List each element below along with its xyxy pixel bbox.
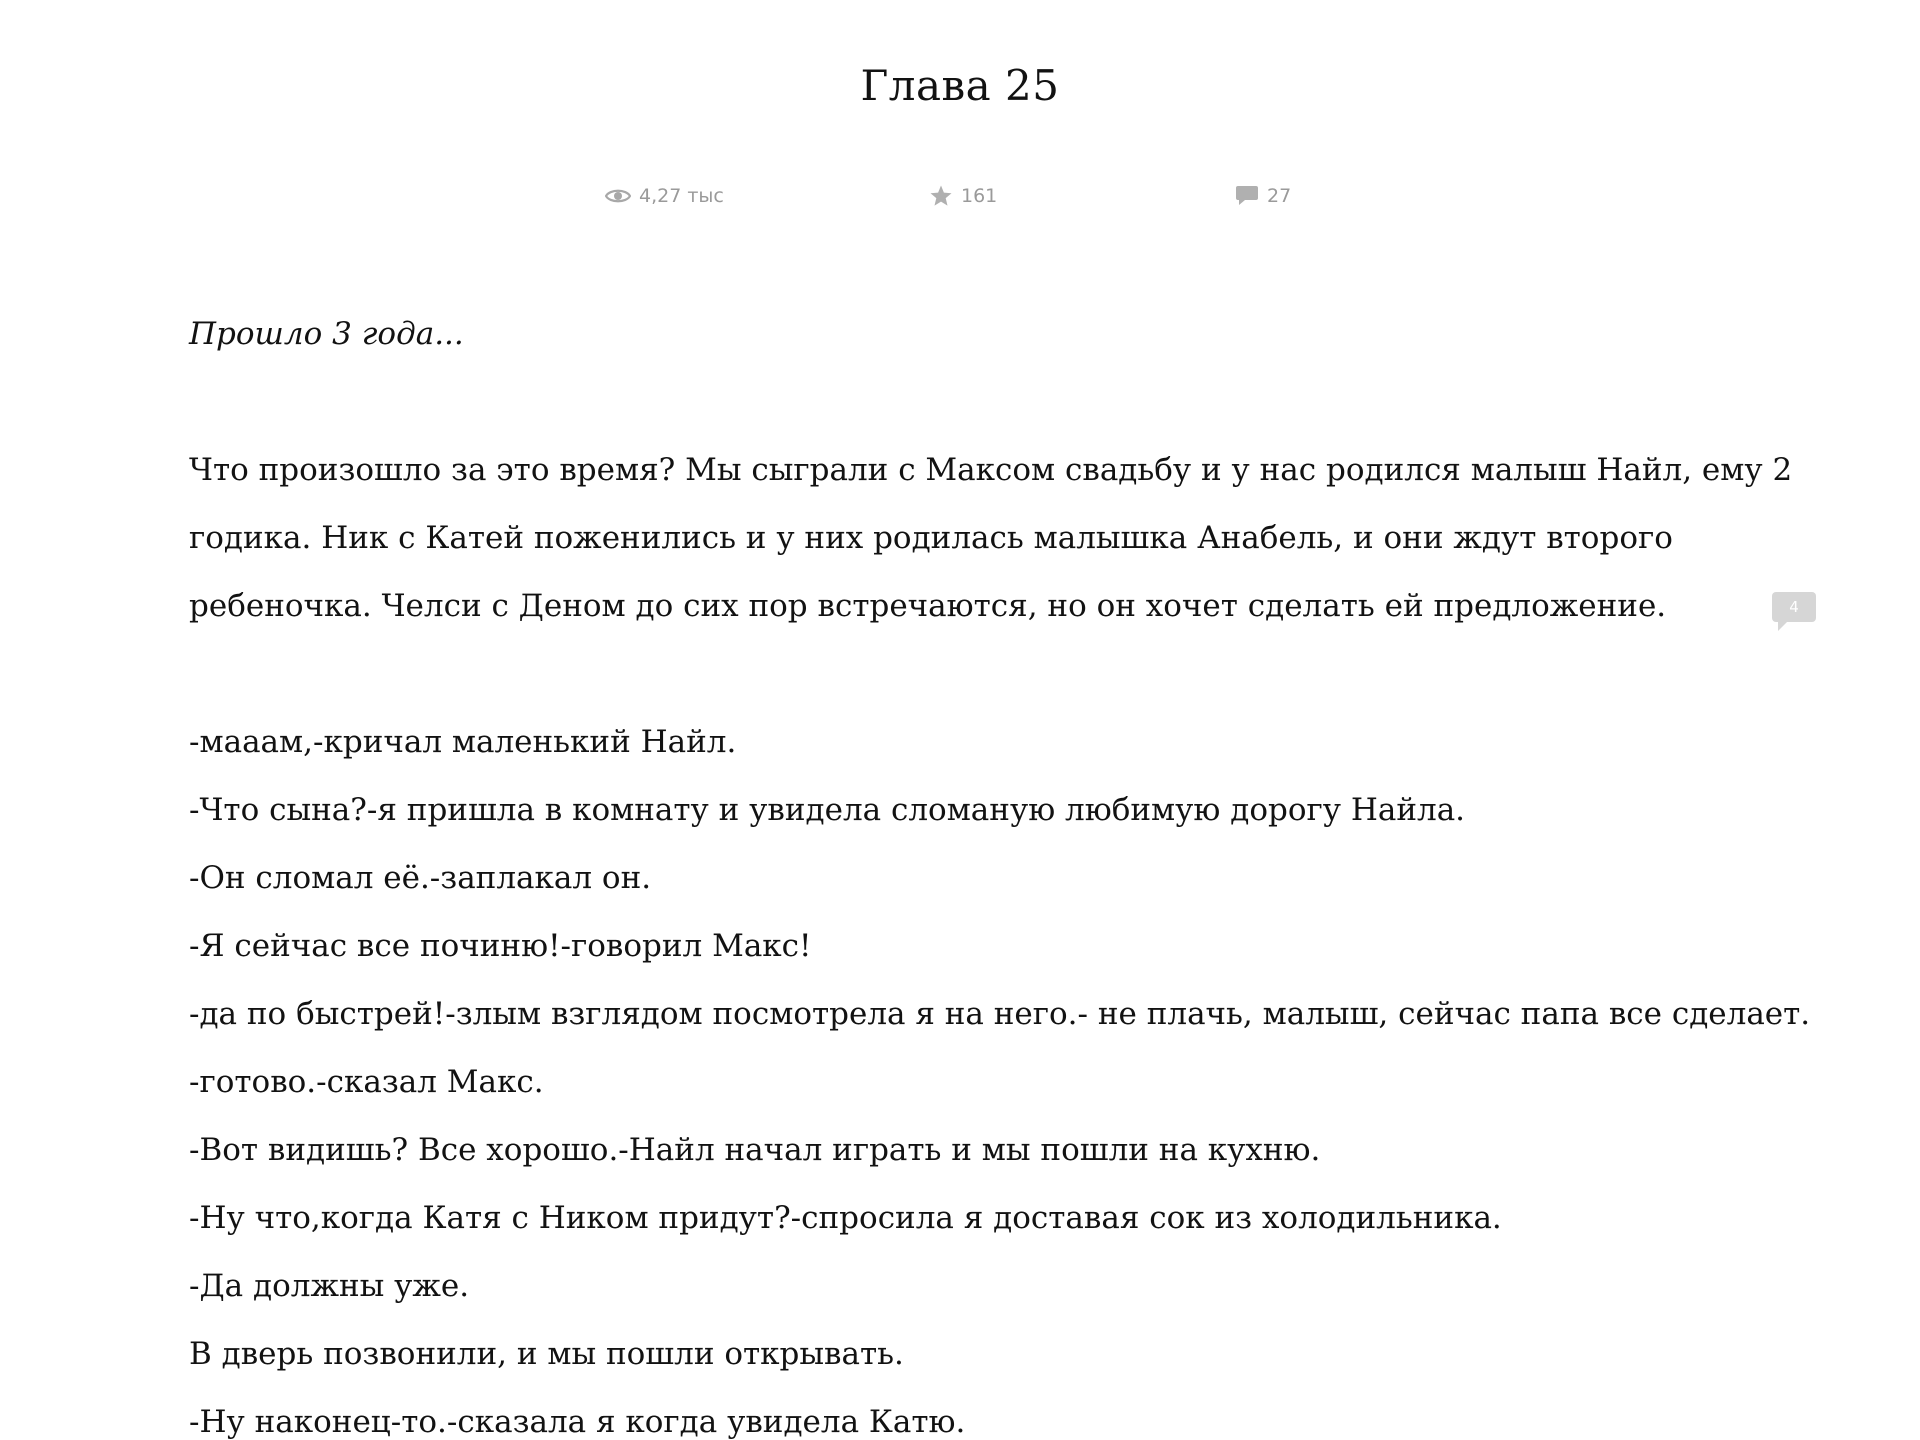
dialogue-line: -Да должны уже.: [189, 1268, 470, 1304]
dialogue-line: -Я сейчас все починю!-говорил Макс!: [189, 928, 812, 964]
dialogue-line: -готово.-сказал Макс.: [189, 1064, 544, 1100]
text-line: Что произошло за это время? Мы сыграли с Максом свадьбу и у нас родился малыш Найл, ему 2: [189, 452, 1793, 488]
chapter-title: Глава 25: [860, 61, 1060, 111]
comment-icon: [1235, 185, 1267, 207]
comments-stat: [1235, 180, 1291, 212]
star-icon: [929, 184, 961, 208]
text-line: годика. Ник с Катей поженились и у них родилась малышка Анабель, и они ждут второго: [189, 520, 1673, 556]
dialogue-line: -Вот видишь? Все хорошо.-Найл начал играть и мы пошли на кухню.: [189, 1132, 1321, 1168]
dialogue-line: -Ну наконец-то.-сказала я когда увидела Катю.: [189, 1404, 966, 1440]
dialogue-line: -Что сына?-я пришла в комнату и увидела сломаную любимую дорогу Найла.: [189, 792, 1466, 828]
comment-bubble-tail: [1778, 621, 1788, 631]
stars-stat: [929, 180, 997, 212]
views-count: 4,27 тыс: [639, 185, 724, 207]
lead-line: Прошло 3 года...: [189, 316, 464, 352]
eye-icon: [605, 187, 639, 205]
chapter-stats: [0, 180, 1920, 212]
comments-count: 27: [1267, 185, 1292, 207]
dialogue-line: -мааам,-кричал маленький Найл.: [189, 724, 737, 760]
paragraph-gap: [189, 368, 1769, 436]
views-stat: [605, 180, 724, 212]
dialogue-line: -Он сломал её.-заплакал он.: [189, 860, 652, 896]
text-line: ребеночка. Челси с Деном до сих пор встречаются, но он хочет сделать ей предложение.: [189, 588, 1667, 624]
paragraph-gap: [189, 640, 1769, 708]
dialogue-line: В дверь позвонили, и мы пошли открывать.: [189, 1336, 904, 1372]
paragraph-comments-count: 4: [1772, 592, 1816, 622]
dialogue-line: -да по быстрей!-злым взглядом посмотрела я на него.- не плачь, малыш, сейчас папа все сделает.: [189, 996, 1811, 1032]
stars-count: 161: [961, 185, 998, 207]
chapter-text: [189, 300, 1811, 1440]
dialogue-line: -Ну что,когда Катя с Ником придут?-спросила я доставая сок из холодильника.: [189, 1200, 1502, 1236]
paragraph-comments-button[interactable]: [1772, 592, 1816, 632]
